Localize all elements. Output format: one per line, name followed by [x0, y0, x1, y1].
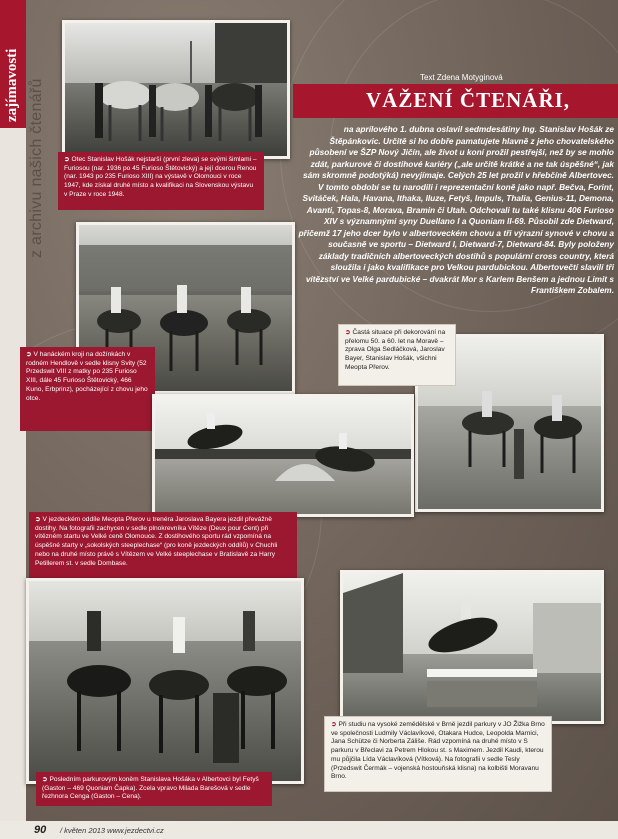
photo-last-show-horse [26, 578, 304, 784]
photo-horses-show [62, 20, 290, 159]
page-number: 90 [34, 824, 47, 836]
article-body: na aprílového 1. dubna oslavil sedmdesátiny Ing. Stanislav Hošák ze Štěpánkovic. Určitě si ho dobře pamatujete hlavně z jeho chovatelského působení ve ŠZP Nový Jičín, ale život u koní prožil pestřejší, než by se mohlo zdát, parkurové či dostihové kariéry („ale určitě krátké a ne tak úspěšné“, jak sám skromně podotýká) nevyjímaje. Celých 25 let prožil v hřebčíně Albertovec. V tomto období se tu narodili i reprezentační koně jako např. Bečva, Forint, Svitáček, Hala, Havana, Ithaka, Iluze, Fetyš, Impuls, Thalia, Genius-11, Demona, Avanti, Topas-8, Morava, Bramin či Utah. Odchovali tu také klisnu 406 Furioso XIV s významnými syny Duellano I a Quoniam II-69. Působil zde Dietward, přičemž 17 jeho dcer bylo v albertoveckém chovu a tři výrazní synové v chovu a současně ve sportu – Dietward I, Dietward-7, Dietward-84. Byly položeny základy tradičních albertoveckých dostihů s populární cross country, která sloužila i jako kvalifikace pro Velkou pardubickou. Albertovečtí slavili tři vítězství ve Velké pardubické – dvakrát Mor s Karlem Benšem a jednou Limit s Františkem Zobalem. [298, 124, 614, 296]
section-label: zajímavosti [4, 48, 20, 122]
caption-steeplechase: ➲ V jezdeckém oddíle Meopta Přerov u trenéra Jaroslava Bayera jezdil převážně dostihy. Na fotografii zachycen v sedle plnokrevníka Vítěze (Deux pour Cent) při vítězném startu ve Velké ceně Olomouce. Z dostihového sportu rád vzpomíná na úspěšné starty v „sokolských steeplechase“ (pro koně jezdeckých oddílů) v Chuchli nebo na druhé místo právě s Vítězem ve Velké steeplechase v Bratislavě za Harry Petillerem st. v sedle Dombase. [29, 512, 297, 580]
photo-show-jumping [340, 570, 604, 724]
section-subtitle: z archivu našich čtenářů [28, 78, 45, 258]
page-footer [0, 821, 618, 839]
caption-folk-costume: ➲ V hanáckém kroji na dožínkách v rodném Hendlově v sedle klisny Svity (52 Przedswit VIII z matky po 235 Furioso XIII, dále 45 Furioso Štětovický, 466 Kuno, Erbprinz), pocházející z chovu jeho otce. [20, 347, 155, 431]
article-author: Text Zdena Motyginová [420, 73, 503, 82]
caption-show-jumping: ➲ Při studiu na vysoké zemědělské v Brně jezdil parkury v JO Žižka Brno ve společnosti Ludmily Václavíkové, Otakara Hudce, Leopolda Marnici, Jana Schütze či Norberta Záliše. Rád vzpomíná na druhé místo v S parkuru v Břeclavi za Petrem Hlokou st. s Maximem. Jezdil Kaudi, kterou mu půjčila Lída Václavíková (Vítková). Na fotografii v sedle Tesly (Przedswit Čermák – vojenská hostouňská klisna) na kolbišti Moravanu Brno. [324, 716, 552, 792]
caption-last-show-horse: ➲ Posledním parkurovým koněm Stanislava Hošáka v Albertovci byl Fetyš (Gaston – 469 Quoniam Čapka). Zcela vpravo Milada Barešová v sedle řezhnora Cenga (Gaston – Cena). [36, 772, 272, 806]
article-title: VÁŽENÍ ČTENÁŘI, [366, 88, 571, 112]
caption-father-show: ➲ Otec Stanislav Hošák nejstarší (první zleva) se svými šimlami – Furiosou (nar. 1936 po 45 Furioso Štětovický) a její dcerou Renou (nar. 1943 po 235 Furioso XIII) na výstavě v Olomouci v roce 1947, kde získal druhé místo a kvalifikaci na Slovenskou výstavu v Praze v roce 1948. [58, 152, 264, 210]
issue-info: / květen 2013 www.jezdectvi.cz [60, 826, 164, 835]
photo-steeplechase [152, 394, 414, 517]
caption-decoration: ➲ Častá situace při dekorování na přelomu 50. a 60. let na Moravě – zprava Olga Sedláčková, Jaroslav Bayer, Stanislav Hošák, všichni Meopta Přerov. [338, 324, 456, 386]
